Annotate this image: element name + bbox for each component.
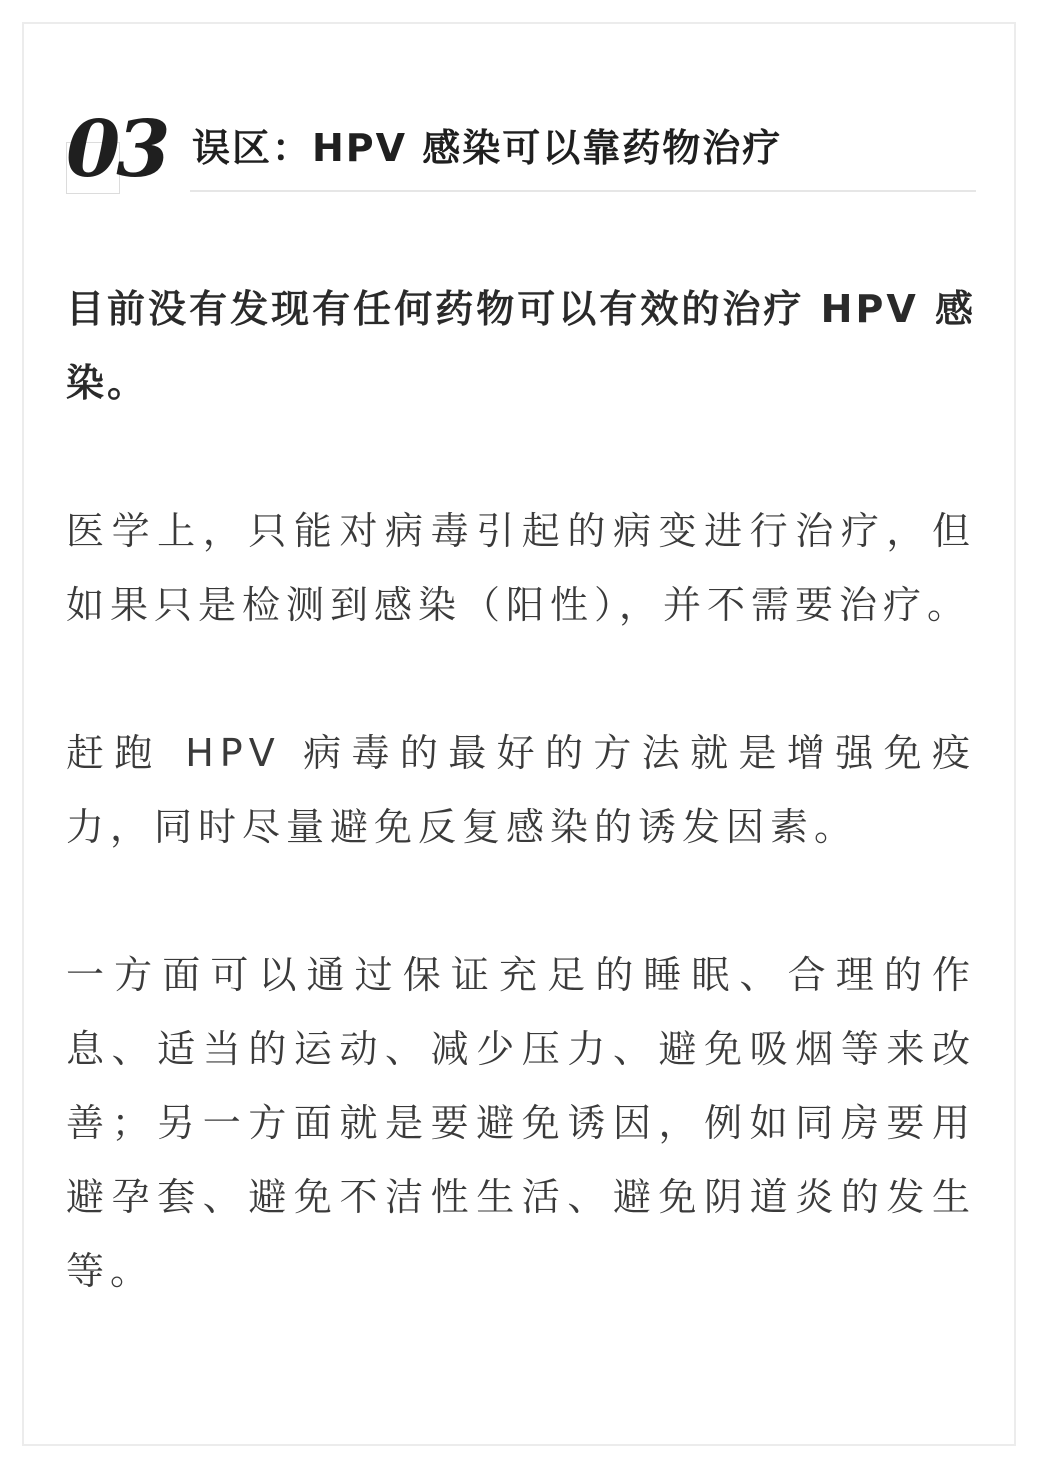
- section-title: 误区：HPV 感染可以靠药物治疗: [192, 126, 783, 170]
- paragraph-immunity: 赶跑 HPV 病毒的最好的方法就是增强免疫力，同时尽量避免反复感染的诱发因素。: [66, 731, 976, 849]
- paragraph-prevention: 一方面可以通过保证充足的睡眠、合理的作息、适当的运动、减少压力、避免吸烟等来改善；另一方面就是要避免诱因，例如同房要用避孕套、避免不洁性生活、避免阴道炎的发生等。: [66, 953, 976, 1293]
- section-header: [66, 104, 976, 198]
- paragraph-intro: 目前没有发现有任何药物可以有效的治疗 HPV 感染。: [66, 287, 976, 405]
- article-body: [66, 272, 976, 1382]
- paragraph-medical: 医学上，只能对病毒引起的病变进行治疗，但如果只是检测到感染（阳性），并不需要治疗。: [66, 509, 976, 627]
- section-number: 03: [66, 104, 167, 195]
- title-divider: [190, 190, 976, 192]
